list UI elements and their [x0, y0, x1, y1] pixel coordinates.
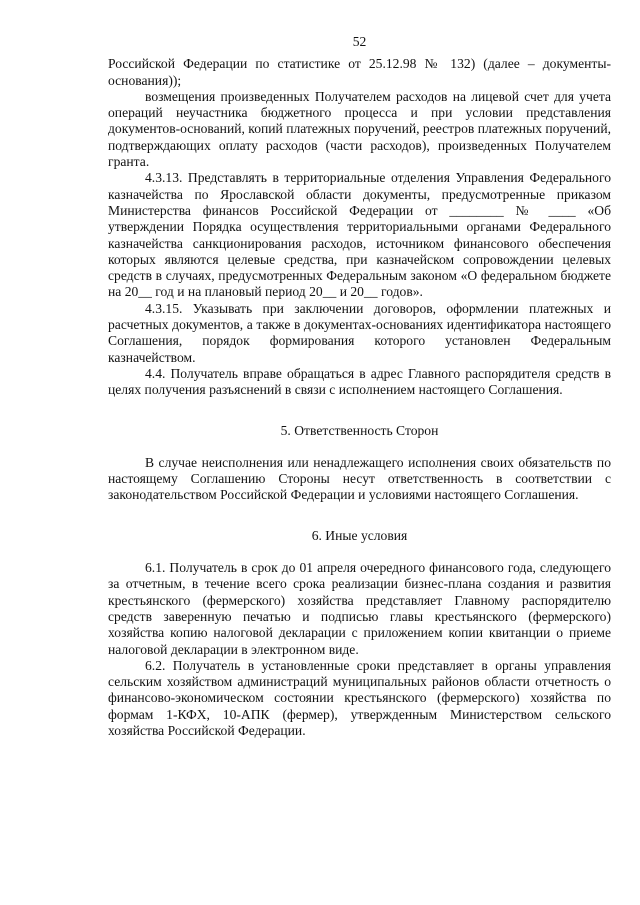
paragraph-6-2: 6.2. Получатель в установленные сроки представляет в органы управления сельским хозяйством администраций муниципальных районов области отчетность о финансово-экономическом состоянии крестьянского (фермерского) хозяйства по формам 1-КФХ, 10-АПК (фермер), утвержденным Министерством сельского хозяйства Российской Федерации. — [108, 657, 611, 738]
paragraph-4-3-15: 4.3.15. Указывать при заключении договоров, оформлении платежных и расчетных документов, а также в документах-основаниях идентификатора настоящего Соглашения, порядок формирования которого установлен Федеральным казначейством. — [108, 300, 611, 365]
paragraph-continuation: Российской Федерации по статистике от 25.12.98 № 132) (далее – документы-основания)); — [108, 56, 611, 88]
section-6-heading: 6. Иные условия — [311, 527, 408, 543]
page-number: 52 — [352, 34, 367, 49]
document-page — [108, 34, 611, 739]
paragraph-4-4: 4.4. Получатель вправе обращаться в адрес Главного распорядителя средств в целях получения разъяснений в связи с исполнением настоящего Соглашения. — [108, 365, 611, 398]
paragraph-6-1: 6.1. Получатель в срок до 01 апреля очередного финансового года, следующего за отчетным, в течение всего срока реализации бизнес-плана создания и развития крестьянского (фермерского) хозяйства представляет Главному распорядителю средств заверенную печатью и подписью главы крестьянского (фермерского) хозяйства копию налоговой декларации с приложением копии квитанции о приеме налоговой декларации в электронном виде. — [108, 560, 611, 657]
paragraph-4-3-13: 4.3.13. Представлять в территориальные отделения Управления Федерального казначейства по Ярославской области документы, предусмотренные приказом Министерства финансов Российской Федерации от ________ № ____ «Об утверждении Порядка осуществления территориальными органами Федерального казначейства санкционирования расходов, источником финансового обеспечения которых являются целевые средства, при казначейском сопровождении целевых средств в случаях, предусмотренных Федеральным законом «О федеральном бюджете на 20__ год и на плановый период 20__ и 20__ годов». — [108, 170, 611, 300]
paragraph-reimbursement: возмещения произведенных Получателем расходов на лицевой счет для учета операций неучастника бюджетного процесса и при условии представления документов-оснований, копий платежных поручений, реестров платежных поручений, подтверждающих оплату расходов (части расходов), произведенных Получателем гранта. — [108, 88, 611, 170]
section-5-text: В случае неисполнения или ненадлежащего исполнения своих обязательств по настоящему Соглашению Стороны несут ответственность в соответствии с законодательством Российской Федерации и условиями настоящего Соглашения. — [108, 454, 611, 503]
section-5-heading: 5. Ответственность Сторон — [280, 422, 439, 438]
